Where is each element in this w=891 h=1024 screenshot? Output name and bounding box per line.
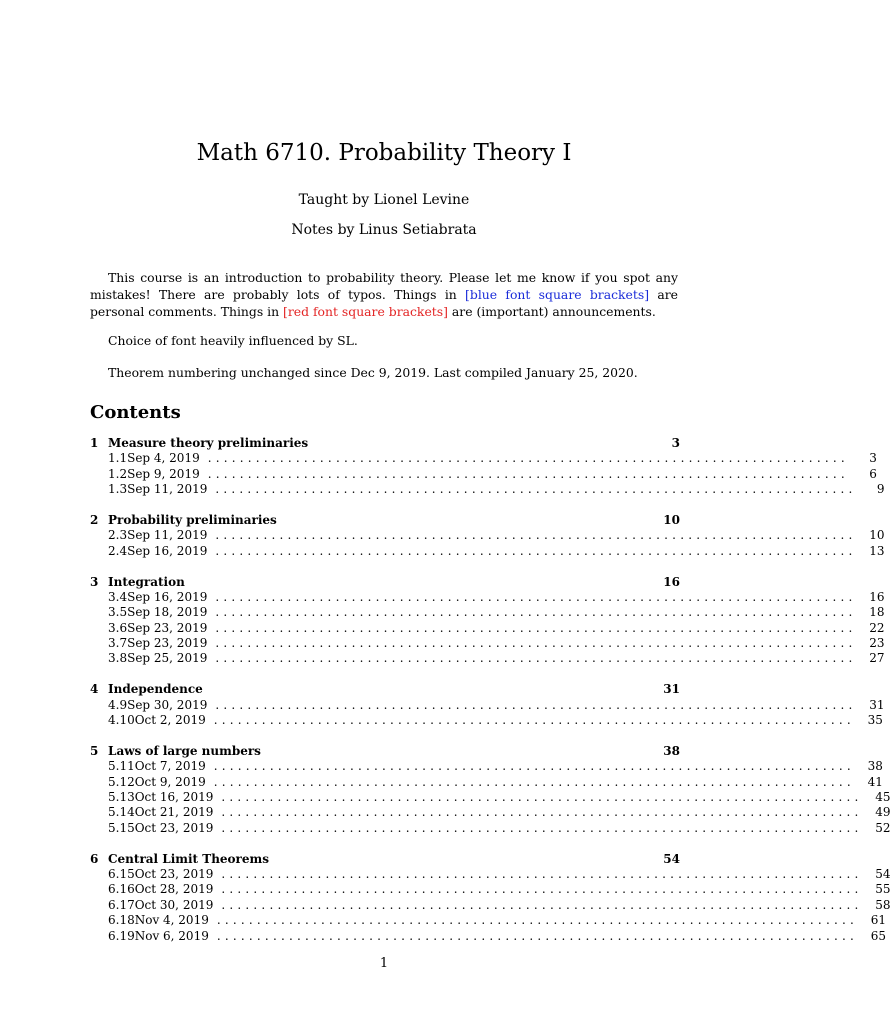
toc-subsection-number: 2.3 xyxy=(108,528,128,543)
toc-dot-leader: ................................................................................ xyxy=(216,928,858,943)
toc-dot-leader: ................................................................................ xyxy=(215,620,857,635)
toc-section xyxy=(90,682,885,728)
toc-subsection-page: 3 xyxy=(869,451,877,466)
toc-dot-leader: ................................................................................ xyxy=(221,789,863,804)
toc-subsection-number: 6.19 xyxy=(108,928,135,943)
toc-subsection-page: 13 xyxy=(869,543,885,558)
toc-dot-leader: ................................................................................ xyxy=(221,805,863,820)
toc-subsection-number: 6.16 xyxy=(108,882,135,897)
toc-subsection-row[interactable] xyxy=(90,589,885,605)
intro-paragraph xyxy=(90,269,678,320)
toc-subsection-page: 38 xyxy=(867,759,883,774)
toc-subsection-title: Sep 30, 2019 xyxy=(127,697,208,712)
toc-dot-leader: ................................................................................ xyxy=(215,589,857,604)
toc-section xyxy=(90,743,891,836)
toc-subsection-number: 5.14 xyxy=(108,805,135,820)
toc-subsection-row[interactable] xyxy=(90,820,891,836)
toc-subsection-row[interactable] xyxy=(90,713,883,728)
toc-subsection-row[interactable] xyxy=(90,636,885,651)
toc-subsection-title: Oct 9, 2019 xyxy=(134,774,206,789)
red-brackets-example: [red font square brackets] xyxy=(283,304,448,319)
toc-subsection-number: 5.12 xyxy=(108,774,135,789)
toc-dot-leader: ................................................................................ xyxy=(215,651,857,666)
toc-section-title: Independence xyxy=(108,682,203,697)
toc-dot-leader: ................................................................................ xyxy=(213,759,855,774)
toc-subsection-title: Sep 25, 2019 xyxy=(127,651,208,666)
toc-subsection-row[interactable] xyxy=(90,651,885,666)
toc-section-number: 5 xyxy=(90,743,99,758)
table-of-contents xyxy=(90,436,891,959)
toc-subsection-page: 16 xyxy=(869,589,885,604)
toc-subsection-title: Oct 30, 2019 xyxy=(134,897,214,912)
toc-subsection-number: 4.10 xyxy=(108,713,135,728)
toc-section-title: Central Limit Theorems xyxy=(108,851,269,866)
blue-brackets-example: [blue font square brackets] xyxy=(465,287,650,302)
toc-section-row[interactable] xyxy=(90,852,680,867)
toc-section-page: 16 xyxy=(663,574,680,589)
toc-subsection-row[interactable] xyxy=(90,882,891,897)
toc-subsection-number: 1.2 xyxy=(108,466,128,481)
toc-subsection-row[interactable] xyxy=(90,866,891,882)
toc-subsection-number: 3.4 xyxy=(108,589,128,604)
toc-section-number: 1 xyxy=(90,436,99,450)
toc-subsection-number: 3.6 xyxy=(108,620,128,635)
toc-subsection-number: 6.15 xyxy=(108,866,135,881)
toc-section-row[interactable] xyxy=(90,436,680,451)
toc-subsection-page: 41 xyxy=(867,774,883,789)
toc-subsection-number: 1.3 xyxy=(108,482,128,497)
toc-subsection-title: Sep 23, 2019 xyxy=(127,620,208,635)
toc-section-title: Measure theory preliminaries xyxy=(108,436,309,450)
toc-subsection-page: 31 xyxy=(869,697,885,712)
toc-section-number: 2 xyxy=(90,512,99,527)
intro-text-1: This course is an introduction to probability theory. Please let me know if you spot any mistakes! There are probably lots of typos. Things in xyxy=(90,270,678,302)
intro-text-3: are (important) announcements. xyxy=(447,304,656,319)
toc-subsection-row[interactable] xyxy=(90,928,886,944)
toc-subsection-row[interactable] xyxy=(90,451,877,466)
toc-subsection-title: Sep 23, 2019 xyxy=(127,636,208,651)
toc-subsection-row[interactable] xyxy=(90,759,883,774)
toc-subsection-page: 9 xyxy=(876,482,885,497)
toc-subsection-row[interactable] xyxy=(90,466,877,482)
toc-dot-leader: ................................................................................ xyxy=(213,713,855,728)
toc-dot-leader: ................................................................................ xyxy=(215,605,857,620)
toc-dot-leader: ................................................................................ xyxy=(207,451,849,466)
toc-subsection-number: 5.13 xyxy=(108,789,135,804)
toc-subsection-title: Oct 21, 2019 xyxy=(134,805,214,820)
toc-section-row[interactable] xyxy=(90,513,680,528)
toc-subsection-number: 1.1 xyxy=(108,451,128,466)
toc-subsection-title: Sep 11, 2019 xyxy=(127,528,208,543)
document-title: Math 6710. Probability Theory I xyxy=(196,140,572,166)
toc-subsection-title: Nov 6, 2019 xyxy=(134,928,209,943)
intro-text-2: are personal comments. Things in xyxy=(90,287,678,319)
toc-section-number: 6 xyxy=(90,851,99,866)
toc-section xyxy=(90,512,885,559)
toc-dot-leader: ................................................................................ xyxy=(221,866,863,881)
toc-dot-leader: ................................................................................ xyxy=(215,528,857,543)
toc-subsection-title: Oct 2, 2019 xyxy=(134,713,206,728)
toc-subsection-number: 6.17 xyxy=(108,897,135,912)
toc-subsection-row[interactable] xyxy=(90,789,891,805)
toc-subsection-page: 49 xyxy=(875,805,891,820)
toc-subsection-number: 4.9 xyxy=(108,697,128,712)
toc-subsection-page: 58 xyxy=(875,897,891,912)
toc-section-row[interactable] xyxy=(90,744,680,759)
toc-subsection-page: 55 xyxy=(875,882,891,897)
numbering-note: Theorem numbering unchanged since Dec 9, 2019. Last compiled January 25, 2020. xyxy=(108,365,638,380)
toc-subsection-row[interactable] xyxy=(90,805,891,820)
toc-subsection-title: Oct 28, 2019 xyxy=(134,882,214,897)
toc-subsection-row[interactable] xyxy=(90,897,891,913)
toc-dot-leader: ................................................................................ xyxy=(215,697,857,712)
page-number: 1 xyxy=(379,956,389,971)
toc-subsection-row[interactable] xyxy=(90,528,885,543)
toc-subsection-number: 3.8 xyxy=(108,651,128,666)
toc-section-page: 3 xyxy=(671,436,680,450)
toc-section-title: Integration xyxy=(108,574,185,589)
toc-subsection-row[interactable] xyxy=(90,605,885,620)
toc-dot-leader: ................................................................................ xyxy=(215,636,857,651)
toc-section xyxy=(90,436,885,498)
toc-section-number: 3 xyxy=(90,574,99,589)
toc-dot-leader: ................................................................................ xyxy=(221,897,863,912)
toc-section-page: 54 xyxy=(663,851,680,866)
toc-subsection-page: 27 xyxy=(869,651,885,666)
toc-subsection-title: Sep 16, 2019 xyxy=(127,543,208,558)
toc-subsection-title: Sep 16, 2019 xyxy=(127,589,208,604)
toc-subsection-title: Sep 11, 2019 xyxy=(127,482,208,497)
toc-subsection-number: 6.18 xyxy=(108,913,135,928)
toc-section-title: Probability preliminaries xyxy=(108,512,277,527)
toc-subsection-number: 5.15 xyxy=(108,820,135,835)
toc-subsection-page: 18 xyxy=(869,605,885,620)
toc-subsection-number: 2.4 xyxy=(108,543,128,558)
toc-subsection-page: 6 xyxy=(869,466,877,481)
toc-subsection-number: 5.11 xyxy=(108,759,135,774)
toc-section-title: Laws of large numbers xyxy=(108,743,261,758)
font-note: Choice of font heavily influenced by SL. xyxy=(108,333,358,348)
toc-subsection-page: 61 xyxy=(870,913,886,928)
toc-subsection-page: 52 xyxy=(875,820,891,835)
toc-subsection-row[interactable] xyxy=(90,697,885,713)
toc-section-page: 31 xyxy=(663,682,680,697)
toc-subsection-page: 45 xyxy=(875,789,891,804)
toc-subsection-title: Oct 23, 2019 xyxy=(134,820,214,835)
toc-subsection-row[interactable] xyxy=(90,774,883,790)
toc-dot-leader: ................................................................................ xyxy=(221,820,863,835)
toc-subsection-number: 3.7 xyxy=(108,636,128,651)
toc-subsection-row[interactable] xyxy=(90,543,885,559)
toc-dot-leader: ................................................................................ xyxy=(215,482,857,497)
toc-subsection-page: 10 xyxy=(869,528,885,543)
toc-section xyxy=(90,574,885,667)
toc-subsection-title: Oct 23, 2019 xyxy=(134,866,214,881)
toc-section-number: 4 xyxy=(90,682,99,697)
toc-subsection-page: 54 xyxy=(875,866,891,881)
toc-subsection-page: 65 xyxy=(870,928,886,943)
toc-subsection-page: 35 xyxy=(867,713,883,728)
toc-subsection-title: Sep 9, 2019 xyxy=(127,466,200,481)
toc-dot-leader: ................................................................................ xyxy=(221,882,863,897)
toc-subsection-row[interactable] xyxy=(90,482,885,497)
toc-section-page: 10 xyxy=(663,512,680,527)
toc-subsection-title: Sep 4, 2019 xyxy=(127,451,200,466)
notes-by: Notes by Linus Setiabrata xyxy=(291,222,477,238)
contents-heading: Contents xyxy=(90,402,181,423)
toc-subsection-row[interactable] xyxy=(90,620,885,636)
toc-dot-leader: ................................................................................ xyxy=(216,913,858,928)
toc-section-row[interactable] xyxy=(90,575,680,590)
toc-dot-leader: ................................................................................ xyxy=(207,466,849,481)
toc-dot-leader: ................................................................................ xyxy=(213,774,855,789)
toc-dot-leader: ................................................................................ xyxy=(215,543,857,558)
toc-subsection-title: Sep 18, 2019 xyxy=(127,605,208,620)
toc-section xyxy=(90,851,891,944)
toc-subsection-page: 22 xyxy=(869,620,885,635)
toc-subsection-title: Oct 7, 2019 xyxy=(134,759,206,774)
toc-subsection-row[interactable] xyxy=(90,913,886,928)
toc-section-page: 38 xyxy=(663,743,680,758)
toc-subsection-title: Nov 4, 2019 xyxy=(134,913,209,928)
toc-subsection-page: 23 xyxy=(869,636,885,651)
toc-subsection-title: Oct 16, 2019 xyxy=(134,789,214,804)
taught-by: Taught by Lionel Levine xyxy=(298,192,470,208)
toc-section-row[interactable] xyxy=(90,682,680,697)
toc-subsection-number: 3.5 xyxy=(108,605,128,620)
